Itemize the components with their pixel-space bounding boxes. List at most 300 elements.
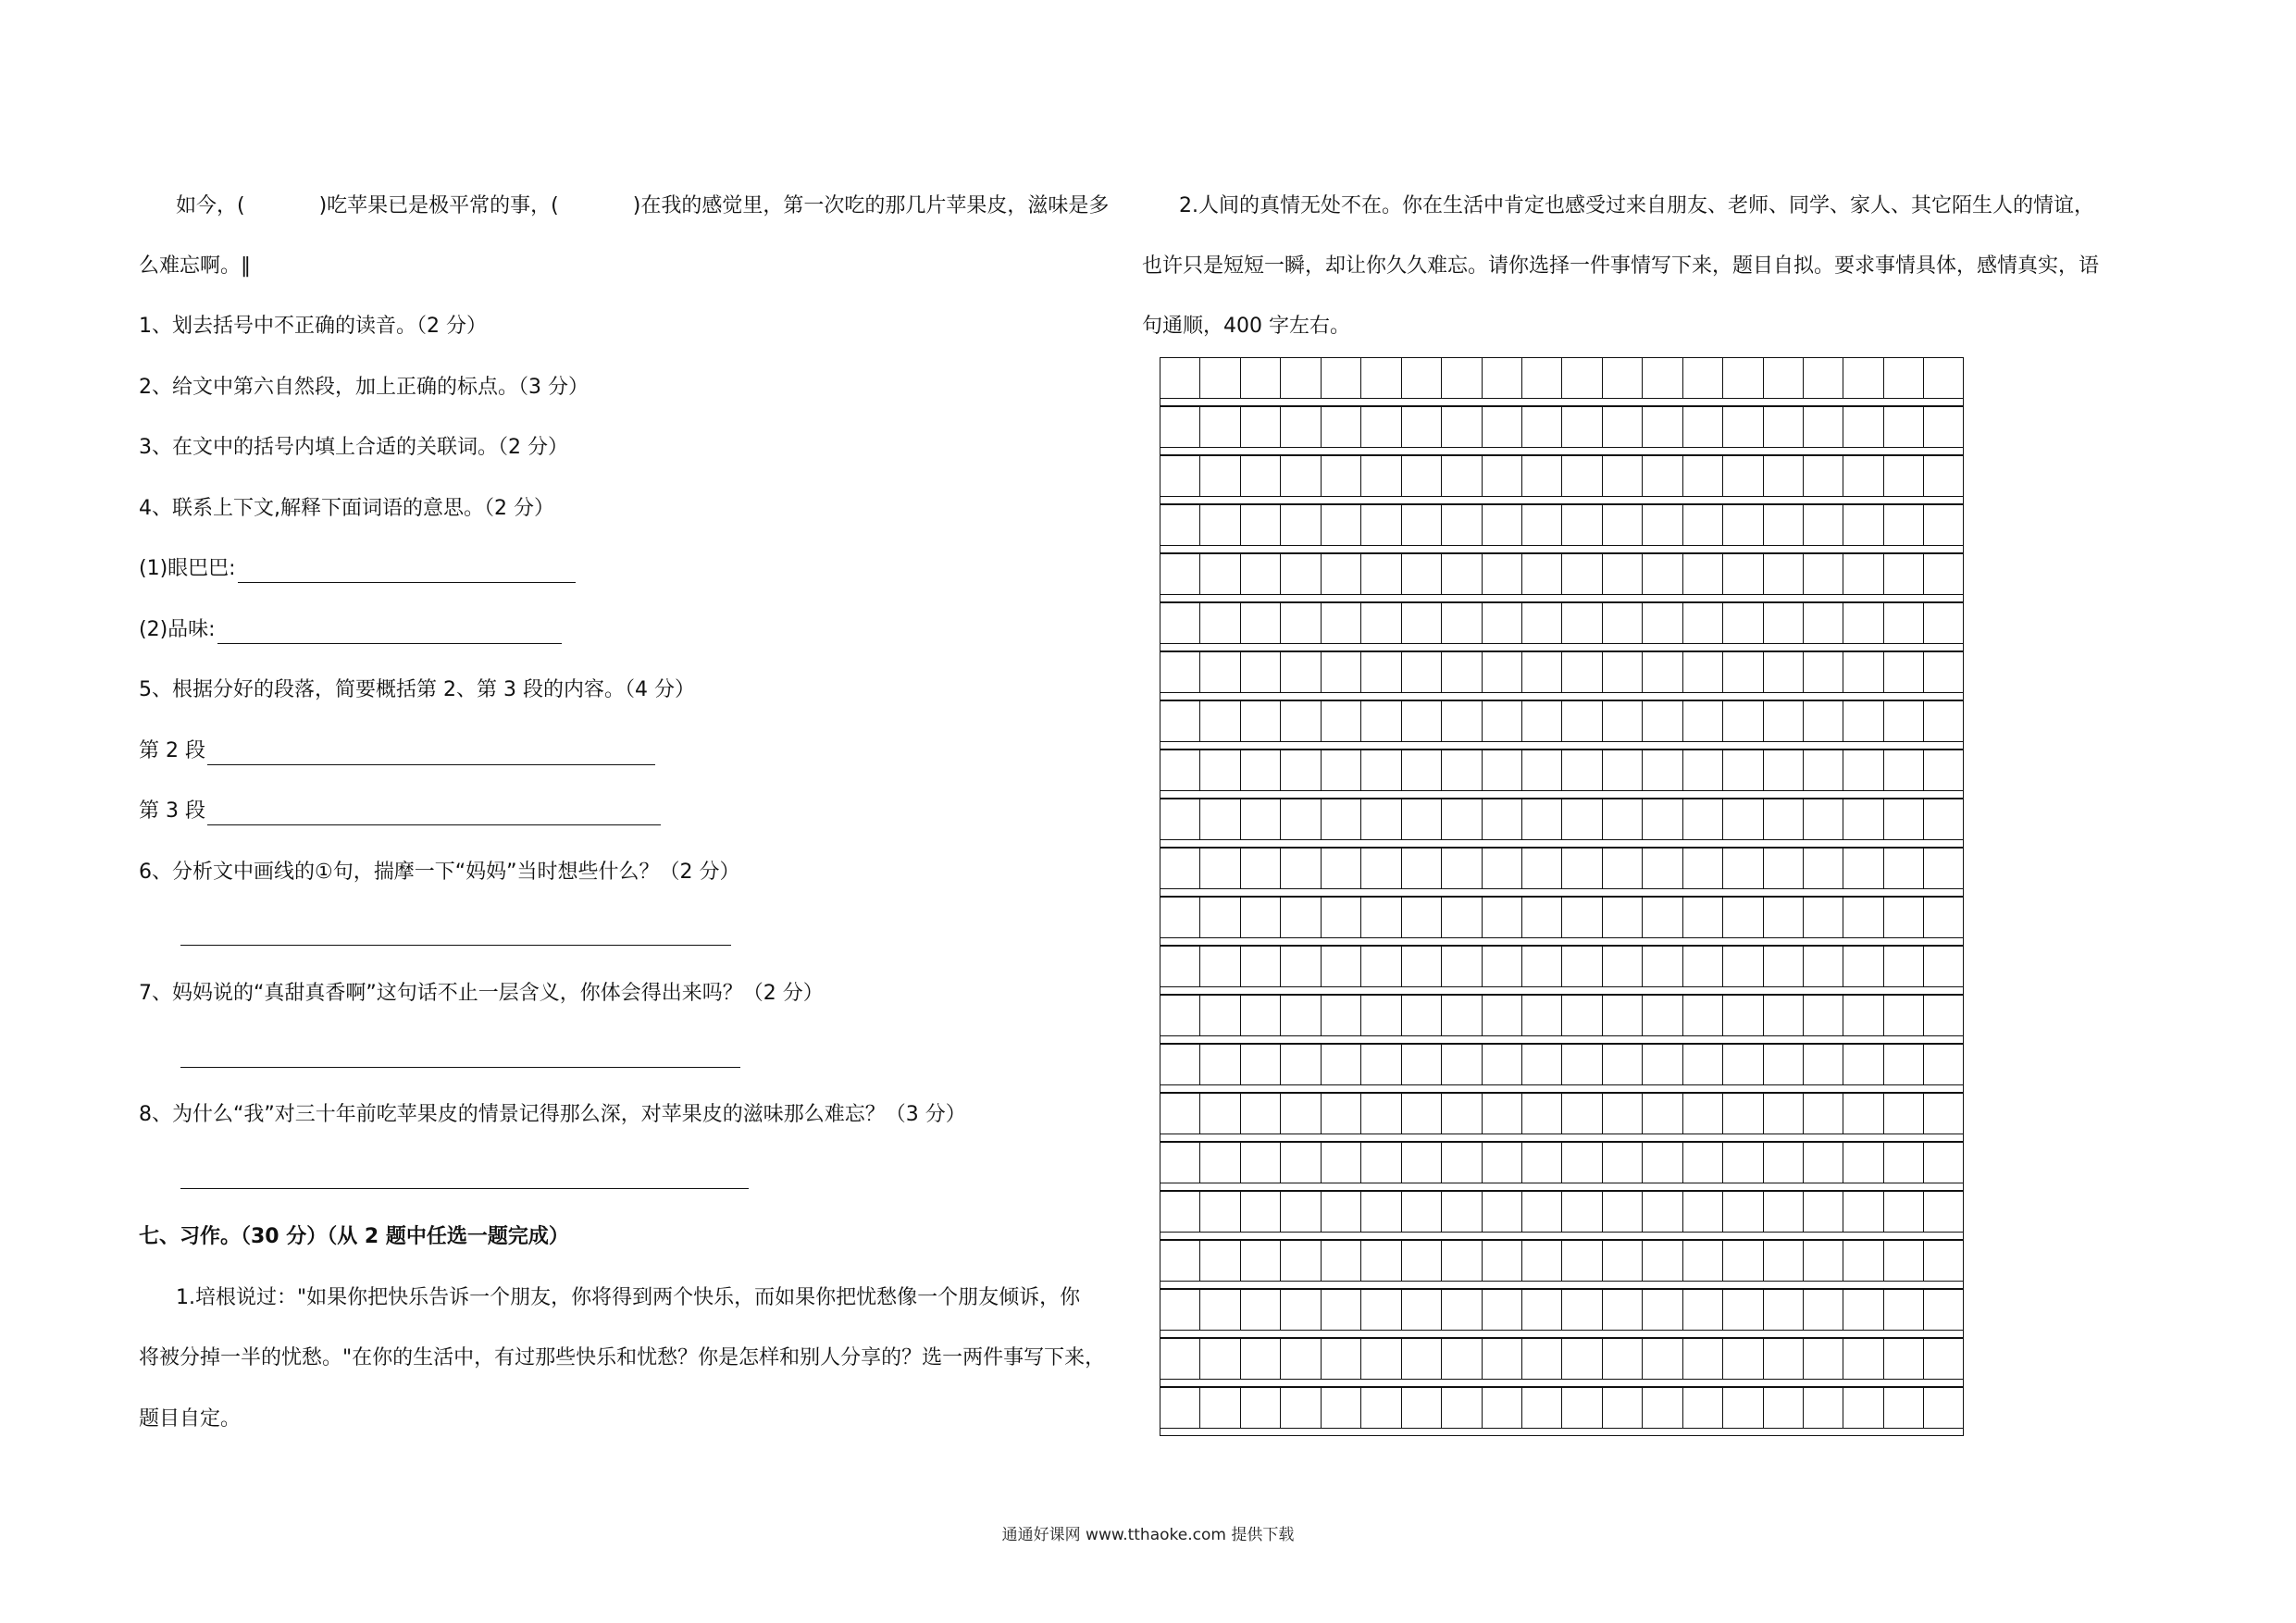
grid-cell[interactable] — [1682, 553, 1722, 595]
grid-cell[interactable] — [1642, 1240, 1682, 1282]
grid-cell[interactable] — [1521, 995, 1561, 1036]
grid-cell[interactable] — [1803, 357, 1843, 399]
grid-cell[interactable] — [1482, 504, 1521, 546]
grid-cell[interactable] — [1923, 946, 1963, 987]
grid-cell[interactable] — [1360, 946, 1400, 987]
grid-cell[interactable] — [1240, 357, 1280, 399]
answer-line-6[interactable] — [180, 944, 731, 946]
grid-cell[interactable] — [1763, 848, 1803, 889]
grid-cell[interactable] — [1561, 1191, 1601, 1233]
grid-cell[interactable] — [1482, 848, 1521, 889]
grid-cell[interactable] — [1360, 357, 1400, 399]
grid-cell[interactable] — [1360, 750, 1400, 791]
grid-cell[interactable] — [1199, 897, 1239, 938]
grid-cell[interactable] — [1280, 651, 1320, 693]
grid-cell[interactable] — [1401, 995, 1441, 1036]
grid-cell[interactable] — [1682, 946, 1722, 987]
grid-cell[interactable] — [1642, 799, 1682, 840]
grid-cell[interactable] — [1160, 1142, 1199, 1183]
grid-cell[interactable] — [1482, 1338, 1521, 1380]
grid-cell[interactable] — [1803, 1093, 1843, 1134]
grid-cell[interactable] — [1883, 406, 1923, 448]
grid-cell[interactable] — [1401, 1289, 1441, 1331]
grid-cell[interactable] — [1482, 1093, 1521, 1134]
grid-cell[interactable] — [1360, 799, 1400, 840]
grid-cell[interactable] — [1199, 1142, 1239, 1183]
grid-cell[interactable] — [1360, 897, 1400, 938]
grid-cell[interactable] — [1482, 799, 1521, 840]
grid-cell[interactable] — [1441, 1142, 1481, 1183]
grid-cell[interactable] — [1360, 1142, 1400, 1183]
grid-cell[interactable] — [1401, 750, 1441, 791]
grid-cell[interactable] — [1602, 897, 1642, 938]
grid-cell[interactable] — [1803, 1338, 1843, 1380]
grid-cell[interactable] — [1441, 357, 1481, 399]
grid-cell[interactable] — [1441, 602, 1481, 644]
grid-cell[interactable] — [1441, 1338, 1481, 1380]
grid-cell[interactable] — [1160, 553, 1199, 595]
grid-cell[interactable] — [1160, 799, 1199, 840]
grid-cell[interactable] — [1360, 1191, 1400, 1233]
grid-cell[interactable] — [1883, 1044, 1923, 1085]
grid-cell[interactable] — [1803, 602, 1843, 644]
grid-cell[interactable] — [1763, 406, 1803, 448]
grid-cell[interactable] — [1843, 1387, 1882, 1429]
grid-cell[interactable] — [1843, 1093, 1882, 1134]
grid-cell[interactable] — [1240, 651, 1280, 693]
grid-cell[interactable] — [1923, 553, 1963, 595]
grid-cell[interactable] — [1441, 799, 1481, 840]
grid-cell[interactable] — [1360, 1289, 1400, 1331]
grid-cell[interactable] — [1321, 995, 1360, 1036]
answer-line-8[interactable] — [180, 1187, 749, 1189]
grid-cell[interactable] — [1843, 995, 1882, 1036]
grid-cell[interactable] — [1923, 651, 1963, 693]
grid-cell[interactable] — [1401, 651, 1441, 693]
grid-cell[interactable] — [1843, 1191, 1882, 1233]
grid-cell[interactable] — [1160, 1240, 1199, 1282]
grid-cell[interactable] — [1843, 1044, 1882, 1085]
grid-cell[interactable] — [1321, 1289, 1360, 1331]
grid-cell[interactable] — [1722, 1338, 1762, 1380]
grid-cell[interactable] — [1602, 1387, 1642, 1429]
grid-cell[interactable] — [1642, 750, 1682, 791]
grid-cell[interactable] — [1803, 1289, 1843, 1331]
grid-cell[interactable] — [1280, 1044, 1320, 1085]
grid-cell[interactable] — [1803, 504, 1843, 546]
grid-cell[interactable] — [1843, 946, 1882, 987]
grid-cell[interactable] — [1923, 995, 1963, 1036]
grid-cell[interactable] — [1360, 848, 1400, 889]
grid-cell[interactable] — [1561, 799, 1601, 840]
grid-cell[interactable] — [1722, 848, 1762, 889]
grid-cell[interactable] — [1521, 1191, 1561, 1233]
grid-cell[interactable] — [1602, 848, 1642, 889]
grid-cell[interactable] — [1521, 406, 1561, 448]
grid-cell[interactable] — [1199, 1289, 1239, 1331]
grid-cell[interactable] — [1521, 1093, 1561, 1134]
grid-cell[interactable] — [1321, 602, 1360, 644]
grid-cell[interactable] — [1803, 750, 1843, 791]
grid-cell[interactable] — [1441, 1093, 1481, 1134]
grid-cell[interactable] — [1642, 700, 1682, 742]
grid-cell[interactable] — [1280, 455, 1320, 497]
grid-cell[interactable] — [1642, 1387, 1682, 1429]
grid-cell[interactable] — [1160, 1093, 1199, 1134]
grid-cell[interactable] — [1883, 553, 1923, 595]
grid-cell[interactable] — [1401, 946, 1441, 987]
grid-cell[interactable] — [1803, 406, 1843, 448]
grid-cell[interactable] — [1441, 553, 1481, 595]
grid-cell[interactable] — [1321, 1142, 1360, 1183]
grid-cell[interactable] — [1923, 1338, 1963, 1380]
grid-cell[interactable] — [1441, 700, 1481, 742]
grid-cell[interactable] — [1642, 357, 1682, 399]
grid-cell[interactable] — [1441, 1240, 1481, 1282]
grid-cell[interactable] — [1482, 1387, 1521, 1429]
grid-cell[interactable] — [1602, 700, 1642, 742]
grid-cell[interactable] — [1441, 897, 1481, 938]
grid-cell[interactable] — [1280, 799, 1320, 840]
grid-cell[interactable] — [1240, 700, 1280, 742]
grid-cell[interactable] — [1160, 602, 1199, 644]
grid-cell[interactable] — [1521, 1044, 1561, 1085]
grid-cell[interactable] — [1923, 1191, 1963, 1233]
grid-cell[interactable] — [1763, 651, 1803, 693]
grid-cell[interactable] — [1843, 357, 1882, 399]
grid-cell[interactable] — [1360, 1093, 1400, 1134]
grid-cell[interactable] — [1602, 504, 1642, 546]
grid-cell[interactable] — [1280, 946, 1320, 987]
grid-cell[interactable] — [1843, 553, 1882, 595]
answer-line-7[interactable] — [180, 1066, 740, 1068]
grid-cell[interactable] — [1843, 848, 1882, 889]
grid-cell[interactable] — [1360, 1240, 1400, 1282]
grid-cell[interactable] — [1240, 1387, 1280, 1429]
grid-cell[interactable] — [1682, 1191, 1722, 1233]
grid-cell[interactable] — [1561, 1142, 1601, 1183]
grid-cell[interactable] — [1240, 553, 1280, 595]
grid-cell[interactable] — [1280, 357, 1320, 399]
grid-cell[interactable] — [1763, 700, 1803, 742]
grid-cell[interactable] — [1401, 700, 1441, 742]
grid-cell[interactable] — [1280, 1191, 1320, 1233]
grid-cell[interactable] — [1521, 897, 1561, 938]
grid-cell[interactable] — [1321, 1387, 1360, 1429]
grid-cell[interactable] — [1482, 1240, 1521, 1282]
grid-cell[interactable] — [1923, 700, 1963, 742]
grid-cell[interactable] — [1642, 406, 1682, 448]
grid-cell[interactable] — [1722, 357, 1762, 399]
grid-cell[interactable] — [1280, 406, 1320, 448]
grid-cell[interactable] — [1401, 553, 1441, 595]
grid-cell[interactable] — [1883, 897, 1923, 938]
grid-cell[interactable] — [1401, 1044, 1441, 1085]
grid-cell[interactable] — [1923, 455, 1963, 497]
grid-cell[interactable] — [1602, 553, 1642, 595]
grid-cell[interactable] — [1682, 1289, 1722, 1331]
grid-cell[interactable] — [1199, 455, 1239, 497]
grid-cell[interactable] — [1602, 357, 1642, 399]
grid-cell[interactable] — [1642, 946, 1682, 987]
grid-cell[interactable] — [1160, 406, 1199, 448]
grid-cell[interactable] — [1602, 455, 1642, 497]
grid-cell[interactable] — [1763, 1240, 1803, 1282]
grid-cell[interactable] — [1240, 406, 1280, 448]
grid-cell[interactable] — [1561, 406, 1601, 448]
grid-cell[interactable] — [1240, 1191, 1280, 1233]
grid-cell[interactable] — [1561, 897, 1601, 938]
grid-cell[interactable] — [1401, 1093, 1441, 1134]
grid-cell[interactable] — [1199, 1387, 1239, 1429]
grid-cell[interactable] — [1280, 750, 1320, 791]
grid-cell[interactable] — [1280, 897, 1320, 938]
grid-cell[interactable] — [1803, 455, 1843, 497]
grid-cell[interactable] — [1722, 1289, 1762, 1331]
grid-cell[interactable] — [1160, 946, 1199, 987]
grid-cell[interactable] — [1280, 1142, 1320, 1183]
grid-cell[interactable] — [1280, 1093, 1320, 1134]
grid-cell[interactable] — [1763, 1044, 1803, 1085]
grid-cell[interactable] — [1521, 799, 1561, 840]
grid-cell[interactable] — [1199, 946, 1239, 987]
grid-cell[interactable] — [1763, 504, 1803, 546]
grid-cell[interactable] — [1883, 946, 1923, 987]
grid-cell[interactable] — [1199, 700, 1239, 742]
grid-cell[interactable] — [1682, 750, 1722, 791]
grid-cell[interactable] — [1803, 1191, 1843, 1233]
grid-cell[interactable] — [1803, 848, 1843, 889]
grid-cell[interactable] — [1843, 406, 1882, 448]
grid-cell[interactable] — [1521, 1289, 1561, 1331]
grid-cell[interactable] — [1642, 848, 1682, 889]
grid-cell[interactable] — [1521, 651, 1561, 693]
grid-cell[interactable] — [1441, 1387, 1481, 1429]
grid-cell[interactable] — [1642, 504, 1682, 546]
grid-cell[interactable] — [1360, 553, 1400, 595]
grid-cell[interactable] — [1682, 1093, 1722, 1134]
grid-cell[interactable] — [1199, 750, 1239, 791]
grid-cell[interactable] — [1401, 1191, 1441, 1233]
grid-cell[interactable] — [1321, 1338, 1360, 1380]
grid-cell[interactable] — [1321, 504, 1360, 546]
grid-cell[interactable] — [1763, 1338, 1803, 1380]
grid-cell[interactable] — [1160, 357, 1199, 399]
grid-cell[interactable] — [1521, 357, 1561, 399]
grid-cell[interactable] — [1682, 455, 1722, 497]
grid-cell[interactable] — [1160, 1338, 1199, 1380]
grid-cell[interactable] — [1240, 1240, 1280, 1282]
grid-cell[interactable] — [1401, 1240, 1441, 1282]
grid-cell[interactable] — [1803, 897, 1843, 938]
grid-cell[interactable] — [1321, 750, 1360, 791]
grid-cell[interactable] — [1401, 897, 1441, 938]
grid-cell[interactable] — [1360, 602, 1400, 644]
grid-cell[interactable] — [1722, 946, 1762, 987]
grid-cell[interactable] — [1722, 1093, 1762, 1134]
grid-cell[interactable] — [1360, 406, 1400, 448]
grid-cell[interactable] — [1441, 1289, 1481, 1331]
grid-cell[interactable] — [1722, 1387, 1762, 1429]
grid-cell[interactable] — [1482, 1142, 1521, 1183]
grid-cell[interactable] — [1602, 799, 1642, 840]
grid-cell[interactable] — [1843, 651, 1882, 693]
grid-cell[interactable] — [1803, 946, 1843, 987]
grid-cell[interactable] — [1401, 799, 1441, 840]
grid-cell[interactable] — [1240, 848, 1280, 889]
grid-cell[interactable] — [1240, 602, 1280, 644]
grid-cell[interactable] — [1401, 504, 1441, 546]
grid-cell[interactable] — [1482, 995, 1521, 1036]
grid-cell[interactable] — [1521, 455, 1561, 497]
grid-cell[interactable] — [1642, 455, 1682, 497]
grid-cell[interactable] — [1923, 1289, 1963, 1331]
grid-cell[interactable] — [1763, 1191, 1803, 1233]
grid-cell[interactable] — [1160, 897, 1199, 938]
grid-cell[interactable] — [1482, 455, 1521, 497]
grid-cell[interactable] — [1240, 1044, 1280, 1085]
grid-cell[interactable] — [1441, 455, 1481, 497]
grid-cell[interactable] — [1843, 455, 1882, 497]
grid-cell[interactable] — [1883, 1142, 1923, 1183]
grid-cell[interactable] — [1482, 651, 1521, 693]
grid-cell[interactable] — [1803, 995, 1843, 1036]
grid-cell[interactable] — [1561, 1093, 1601, 1134]
grid-cell[interactable] — [1642, 602, 1682, 644]
grid-cell[interactable] — [1240, 455, 1280, 497]
grid-cell[interactable] — [1360, 504, 1400, 546]
grid-cell[interactable] — [1199, 357, 1239, 399]
grid-cell[interactable] — [1401, 357, 1441, 399]
grid-cell[interactable] — [1441, 504, 1481, 546]
grid-cell[interactable] — [1602, 946, 1642, 987]
grid-cell[interactable] — [1360, 1387, 1400, 1429]
grid-cell[interactable] — [1160, 1044, 1199, 1085]
grid-cell[interactable] — [1682, 995, 1722, 1036]
grid-cell[interactable] — [1923, 504, 1963, 546]
grid-cell[interactable] — [1401, 1338, 1441, 1380]
grid-cell[interactable] — [1883, 700, 1923, 742]
grid-cell[interactable] — [1360, 1044, 1400, 1085]
grid-cell[interactable] — [1561, 700, 1601, 742]
grid-cell[interactable] — [1722, 1142, 1762, 1183]
grid-cell[interactable] — [1561, 1338, 1601, 1380]
grid-cell[interactable] — [1321, 406, 1360, 448]
grid-cell[interactable] — [1682, 504, 1722, 546]
grid-cell[interactable] — [1642, 1142, 1682, 1183]
grid-cell[interactable] — [1602, 995, 1642, 1036]
grid-cell[interactable] — [1160, 651, 1199, 693]
grid-cell[interactable] — [1160, 750, 1199, 791]
grid-cell[interactable] — [1642, 651, 1682, 693]
grid-cell[interactable] — [1602, 750, 1642, 791]
grid-cell[interactable] — [1482, 700, 1521, 742]
grid-cell[interactable] — [1482, 897, 1521, 938]
grid-cell[interactable] — [1642, 897, 1682, 938]
grid-cell[interactable] — [1521, 602, 1561, 644]
grid-cell[interactable] — [1401, 848, 1441, 889]
grid-cell[interactable] — [1602, 1289, 1642, 1331]
grid-cell[interactable] — [1883, 1093, 1923, 1134]
grid-cell[interactable] — [1763, 357, 1803, 399]
grid-cell[interactable] — [1401, 455, 1441, 497]
grid-cell[interactable] — [1199, 406, 1239, 448]
grid-cell[interactable] — [1321, 651, 1360, 693]
grid-cell[interactable] — [1642, 1093, 1682, 1134]
grid-cell[interactable] — [1360, 700, 1400, 742]
grid-cell[interactable] — [1602, 651, 1642, 693]
grid-cell[interactable] — [1561, 995, 1601, 1036]
grid-cell[interactable] — [1321, 357, 1360, 399]
grid-cell[interactable] — [1441, 995, 1481, 1036]
grid-cell[interactable] — [1199, 1338, 1239, 1380]
grid-cell[interactable] — [1602, 1093, 1642, 1134]
grid-cell[interactable] — [1883, 1387, 1923, 1429]
grid-cell[interactable] — [1441, 406, 1481, 448]
grid-cell[interactable] — [1199, 1093, 1239, 1134]
grid-cell[interactable] — [1843, 750, 1882, 791]
grid-cell[interactable] — [1401, 1142, 1441, 1183]
grid-cell[interactable] — [1642, 1044, 1682, 1085]
grid-cell[interactable] — [1722, 504, 1762, 546]
grid-cell[interactable] — [1441, 651, 1481, 693]
grid-cell[interactable] — [1602, 1191, 1642, 1233]
grid-cell[interactable] — [1441, 848, 1481, 889]
grid-cell[interactable] — [1160, 1191, 1199, 1233]
grid-cell[interactable] — [1803, 1240, 1843, 1282]
grid-cell[interactable] — [1682, 1142, 1722, 1183]
grid-cell[interactable] — [1883, 750, 1923, 791]
grid-cell[interactable] — [1240, 1289, 1280, 1331]
answer-blank-4-2[interactable] — [217, 623, 562, 644]
grid-cell[interactable] — [1160, 455, 1199, 497]
grid-cell[interactable] — [1682, 1387, 1722, 1429]
grid-cell[interactable] — [1321, 1191, 1360, 1233]
grid-cell[interactable] — [1843, 504, 1882, 546]
grid-cell[interactable] — [1280, 553, 1320, 595]
grid-cell[interactable] — [1482, 1289, 1521, 1331]
grid-cell[interactable] — [1401, 406, 1441, 448]
grid-cell[interactable] — [1682, 602, 1722, 644]
grid-cell[interactable] — [1280, 1289, 1320, 1331]
grid-cell[interactable] — [1602, 406, 1642, 448]
grid-cell[interactable] — [1763, 1387, 1803, 1429]
grid-cell[interactable] — [1803, 1044, 1843, 1085]
grid-cell[interactable] — [1883, 357, 1923, 399]
grid-cell[interactable] — [1722, 1044, 1762, 1085]
grid-cell[interactable] — [1280, 504, 1320, 546]
grid-cell[interactable] — [1763, 1289, 1803, 1331]
grid-cell[interactable] — [1199, 651, 1239, 693]
grid-cell[interactable] — [1240, 1142, 1280, 1183]
grid-cell[interactable] — [1843, 897, 1882, 938]
grid-cell[interactable] — [1763, 946, 1803, 987]
grid-cell[interactable] — [1360, 455, 1400, 497]
grid-cell[interactable] — [1521, 848, 1561, 889]
grid-cell[interactable] — [1240, 897, 1280, 938]
grid-cell[interactable] — [1199, 1191, 1239, 1233]
grid-cell[interactable] — [1160, 504, 1199, 546]
grid-cell[interactable] — [1482, 1191, 1521, 1233]
grid-cell[interactable] — [1521, 1142, 1561, 1183]
grid-cell[interactable] — [1843, 1240, 1882, 1282]
grid-cell[interactable] — [1722, 995, 1762, 1036]
grid-cell[interactable] — [1923, 1387, 1963, 1429]
grid-cell[interactable] — [1321, 1093, 1360, 1134]
grid-cell[interactable] — [1482, 406, 1521, 448]
grid-cell[interactable] — [1561, 651, 1601, 693]
grid-cell[interactable] — [1642, 995, 1682, 1036]
